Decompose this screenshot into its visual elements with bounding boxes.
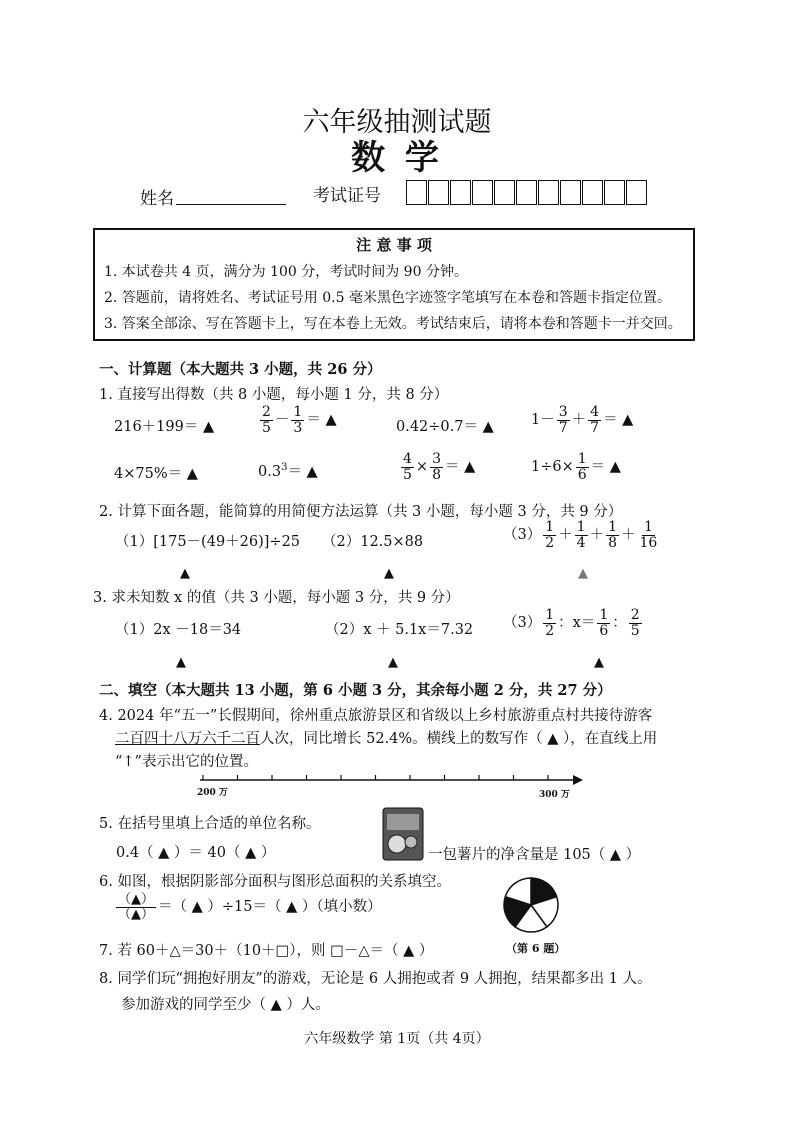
- name-label: 姓名: [140, 189, 174, 209]
- q1-prompt: 1. 直接写出得数（共 8 小题，每小题 1 分，共 8 分）: [99, 387, 449, 403]
- q4-line3: “↑”表示出它的位置。: [115, 754, 258, 770]
- section2-heading: 二、填空（本大题共 13 小题，第 6 小题 3 分，其余每小题 2 分，共 27 分）: [99, 682, 612, 699]
- q5-right: 一包薯片的净含量是 105（ ▲ ）: [428, 847, 641, 863]
- answer-marker: ▲: [594, 655, 604, 670]
- q4-line1: 4. 2024 年“五一”长假期间，徐州重点旅游景区和省级以上乡村旅游重点村共接待游客: [99, 708, 653, 724]
- q3-part: （1）2x －18＝34: [115, 622, 242, 638]
- q1-item: $\frac{2}{5}$ － $\frac{1}{3}$ ＝ ▲: [262, 404, 337, 436]
- notice-item: 1. 本试卷共 4 页，满分为 100 分，考试时间为 90 分钟。: [104, 264, 468, 280]
- answer-marker: ▲: [578, 566, 588, 581]
- exam-id-digit-box[interactable]: [494, 180, 515, 205]
- q2-part: （2）12.5×88: [322, 534, 424, 550]
- subject-title: 数 学: [351, 138, 443, 178]
- q2-part: （3） $\frac{1}{2}$ ＋ $\frac{1}{4}$ ＋ $\frac{1}{8}$ ＋ $\frac{1}{16}$: [503, 519, 658, 551]
- q2-prompt: 2. 计算下面各题，能简算的用简便方法运算（共 3 小题，每小题 3 分，共 9 分）: [99, 504, 623, 520]
- q3-part: （3） $\frac{1}{2}$ ：x＝ $\frac{1}{6}$ ： $\frac{2}{5}$: [503, 607, 640, 639]
- q8-line1: 8. 同学们玩“拥抱好朋友”的游戏，无论是 6 人拥抱或者 9 人拥抱，结果都多出 1 人。: [99, 971, 652, 987]
- answer-marker: ▲: [384, 566, 394, 581]
- q1-item: 0.42÷0.7＝ ▲: [396, 419, 494, 435]
- q5-prompt: 5. 在括号里填上合适的单位名称。: [99, 816, 321, 832]
- axis-label-left: 200 万: [197, 788, 228, 798]
- q5-left: 0.4（ ▲ ）＝ 40（ ▲ ）: [116, 845, 276, 861]
- q4-number-words: 二百四十八万六千二百: [115, 731, 260, 747]
- exam-id-digit-box[interactable]: [626, 180, 647, 205]
- page-footer: 六年级数学 第 1页（共 4页）: [304, 1031, 490, 1047]
- q1-item: $\frac{4}{5}$ × $\frac{3}{8}$ ＝ ▲: [403, 451, 476, 483]
- exam-id-digit-box[interactable]: [604, 180, 625, 205]
- figure-caption: （第 6 题）: [506, 942, 566, 955]
- exam-id-digit-box[interactable]: [582, 180, 603, 205]
- section1-heading: 一、计算题（本大题共 3 小题，共 26 分）: [99, 361, 382, 378]
- q2-part: （1）[175－(49＋26)]÷25: [115, 534, 301, 550]
- exam-id-label: 考试证号: [313, 186, 381, 206]
- notice-item: 3. 答案全部涂、写在答题卡上，写在本卷上无效。考试结束后，请将本卷和答题卡一并交回。: [104, 316, 682, 332]
- axis-label-right: 300 万: [539, 790, 570, 800]
- notice-box: [93, 228, 695, 341]
- chips-bag-image: [381, 806, 425, 862]
- q1-item: 1÷6× $\frac{1}{6}$ ＝ ▲: [531, 451, 621, 483]
- q1-item: 1－ $\frac{3}{7}$ ＋ $\frac{4}{7}$ ＝ ▲: [531, 404, 634, 436]
- exam-id-digit-box[interactable]: [406, 180, 427, 205]
- exam-title: 六年级抽测试题: [302, 107, 492, 138]
- exam-id-digit-box[interactable]: [472, 180, 493, 205]
- q8-line2: 参加游戏的同学至少（ ▲ ）人。: [121, 997, 330, 1013]
- notice-title: 注 意 事 项: [356, 236, 432, 254]
- q3-prompt: 3. 求未知数 x 的值（共 3 小题，每小题 3 分，共 9 分）: [93, 590, 460, 606]
- exam-id-digit-box[interactable]: [560, 180, 581, 205]
- q7-text: 7. 若 60＋△＝30＋（10＋□），则 □－△＝（ ▲ ）: [99, 943, 434, 959]
- notice-item: 2. 答题前，请将姓名、考试证号用 0.5 毫米黑色字迹签字笔填写在本卷和答题卡指定位置。: [104, 290, 671, 306]
- exam-id-digit-box[interactable]: [428, 180, 449, 205]
- answer-marker: ▲: [176, 655, 186, 670]
- pie-figure: [501, 875, 561, 935]
- q1-item: 4×75%＝ ▲: [114, 466, 198, 482]
- exam-id-digit-box[interactable]: [538, 180, 559, 205]
- number-line: [195, 770, 585, 800]
- q1-item: 216＋199＝ ▲: [114, 419, 215, 435]
- exam-id-digit-box[interactable]: [450, 180, 471, 205]
- q3-part: （2）x ＋ 5.1x＝7.32: [325, 622, 474, 638]
- q6-formula: $\frac{(▲)}{(▲)}$ ＝（ ▲ ）÷15＝（ ▲ ）（填小数）: [118, 892, 382, 922]
- q6-prompt: 6. 如图，根据阴影部分面积与图形总面积的关系填空。: [99, 874, 451, 890]
- q1-item: $0.3^3=$ ▲: [258, 462, 318, 480]
- name-field[interactable]: [176, 204, 286, 205]
- answer-marker: ▲: [388, 655, 398, 670]
- q4-line2: 二百四十八万六千二百人次，同比增长 52.4%。横线上的数写作（ ▲ ），在直线上用: [115, 731, 658, 747]
- exam-id-digit-box[interactable]: [516, 180, 537, 205]
- answer-marker: ▲: [180, 566, 190, 581]
